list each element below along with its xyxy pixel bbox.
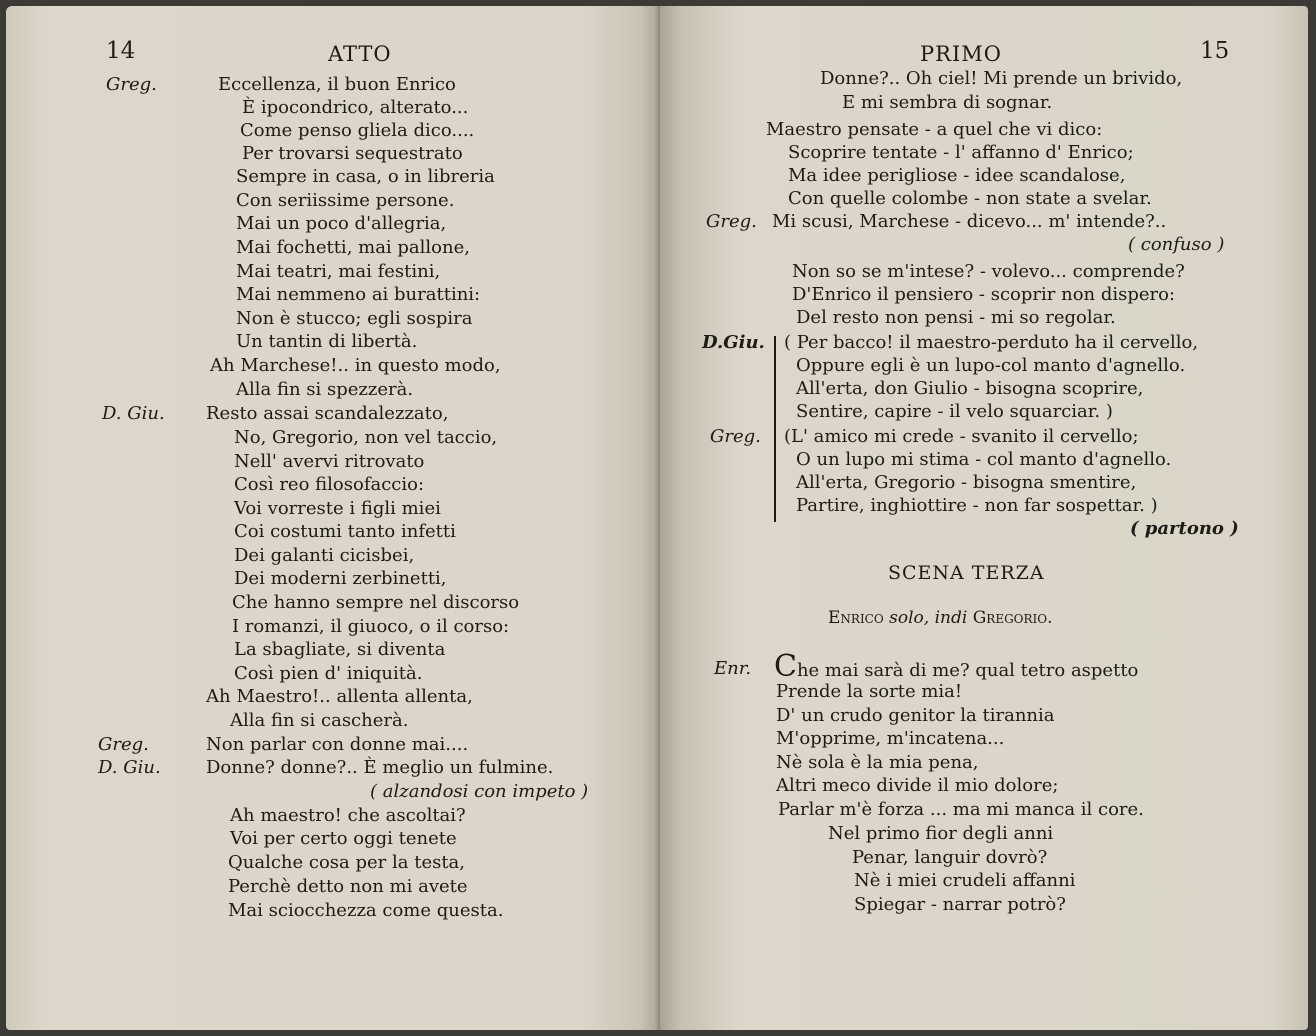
scene-cast: Enrico solo, indi Gregorio. [828,608,1053,628]
drop-cap: C [774,649,797,684]
verse-line: Dei moderni zerbinetti, [234,568,447,589]
verse-line: Così pien d' iniquità. [234,663,423,684]
verse-line: Partire, inghiottire - non far sospettar. ) [796,495,1158,516]
verse-line: Oppure egli è un lupo-col manto d'agnello. [796,355,1186,376]
verse-line: Eccellenza, il buon Enrico [218,74,456,95]
verse-line: Che hanno sempre nel discorso [232,592,520,613]
stage-direction: ( alzandosi con impeto ) [370,781,589,802]
verse-line: Con quelle colombe - non state a svelar. [788,188,1152,209]
verse-line: Che mai sarà di me? qual tetro aspetto [774,649,1139,684]
verse-line: Sempre in casa, o in libreria [236,166,495,187]
verse-line: Nell' avervi ritrovato [234,451,425,472]
verse-line: Resto assai scandalezzato, [206,403,449,424]
verse-line: Coi costumi tanto infetti [234,521,456,542]
speaker-label: Greg. [106,74,157,95]
verse-line: Ah maestro! che ascoltai? [230,805,466,826]
verse-line: Con seriissime persone. [236,190,455,211]
verse-line: Come penso gliela dico.... [240,120,475,141]
stage-direction: ( partono ) [1130,518,1239,539]
verse-line: La sbagliate, si diventa [234,639,446,660]
verse-line: Donne? donne?.. È meglio un fulmine. [206,757,554,778]
page-header: PRIMO [920,42,1002,66]
scene-title: SCENA TERZA [888,562,1045,584]
speaker-label: Greg. [706,211,757,232]
verse-line: I romanzi, il giuoco, o il corso: [232,616,510,637]
speaker-label: Enr. [714,658,752,679]
verse-line: Voi per certo oggi tenete [230,828,457,849]
verse-line: No, Gregorio, non vel taccio, [234,427,498,448]
verse-line: Mai un poco d'allegria, [236,213,447,234]
verse-line: Maestro pensate - a quel che vi dico: [766,119,1103,140]
verse-line: Ah Marchese!.. in questo modo, [210,355,501,376]
verse-line: Penar, languir dovrò? [852,847,1048,868]
verse-line: Dei galanti cicisbei, [234,545,415,566]
speaker-label: Greg. [98,734,149,755]
verse-line: Alla fin si spezzerà. [236,379,414,400]
verse-line: Mai teatri, mai festini, [236,261,441,282]
verse-line: Non è stucco; egli sospira [236,308,473,329]
verse-line: M'opprime, m'incatena... [776,728,1005,749]
verse-line: Perchè detto non mi avete [228,876,468,897]
page-number: 14 [106,38,136,64]
verse-line: All'erta, don Giulio - bisogna scoprire, [796,378,1144,399]
speaker-label: D. Giu. [98,757,161,778]
verse-line: Nel primo fior degli anni [828,823,1054,844]
verse-line: Mi scusi, Marchese - dicevo... m' intende?.. [772,211,1167,232]
verse-line: Qualche cosa per la testa, [228,852,466,873]
verse-line: (L' amico mi crede - svanito il cervello; [784,426,1139,447]
verse-line: Ah Maestro!.. allenta allenta, [206,686,473,707]
speech-brace [774,336,776,522]
verse-line: Mai sciocchezza come questa. [228,900,504,921]
verse-line: Non parlar con donne mai.... [206,734,469,755]
page-number: 15 [1200,38,1230,64]
verse-line: Sentire, capire - il velo squarciar. ) [796,401,1113,422]
right-page [660,6,1308,1030]
verse-line: Così reo filosofaccio: [234,474,425,495]
speaker-label: D.Giu. [702,332,765,353]
verse-line: Parlar m'è forza ... ma mi manca il core. [778,799,1144,820]
verse-line: Donne?.. Oh ciel! Mi prende un brivido, [820,68,1183,89]
verse-line: D'Enrico il pensiero - scoprir non dispero: [792,284,1176,305]
left-page [6,6,660,1030]
verse-line: Mai nemmeno ai burattini: [236,284,481,305]
verse-line: ( Per bacco! il maestro-perduto ha il cervello, [784,332,1199,353]
verse-line: E mi sembra di sognar. [842,92,1053,113]
verse-line: Mai fochetti, mai pallone, [236,237,470,258]
speaker-label: D. Giu. [102,403,165,424]
speaker-label: Greg. [710,426,761,447]
verse-line: Del resto non pensi - mi so regolar. [796,307,1116,328]
verse-line: D' un crudo genitor la tirannia [776,705,1055,726]
verse-line: Altri meco divide il mio dolore; [776,775,1059,796]
stage-direction: ( confuso ) [1128,234,1225,255]
verse-line: Nè i miei crudeli affanni [854,870,1076,891]
verse-line: Per trovarsi sequestrato [242,143,463,164]
verse-line: Ma idee perigliose - idee scandalose, [788,165,1126,186]
verse-line: All'erta, Gregorio - bisogna smentire, [796,472,1137,493]
page-header: ATTO [328,42,392,66]
verse-line: È ipocondrico, alterato... [242,97,469,118]
verse-line: Prende la sorte mia! [776,681,963,702]
verse-line: Scoprire tentate - l' affanno d' Enrico; [788,142,1134,163]
verse-line: Alla fin si cascherà. [230,710,409,731]
verse-line: Un tantin di libertà. [236,331,418,352]
verse-line: Nè sola è la mia pena, [776,752,979,773]
verse-line: Spiegar - narrar potrò? [854,894,1066,915]
verse-line: O un lupo mi stima - col manto d'agnello. [796,449,1172,470]
verse-line: Voi vorreste i figli miei [234,498,441,519]
verse-line: Non so se m'intese? - volevo... comprende? [792,261,1185,282]
